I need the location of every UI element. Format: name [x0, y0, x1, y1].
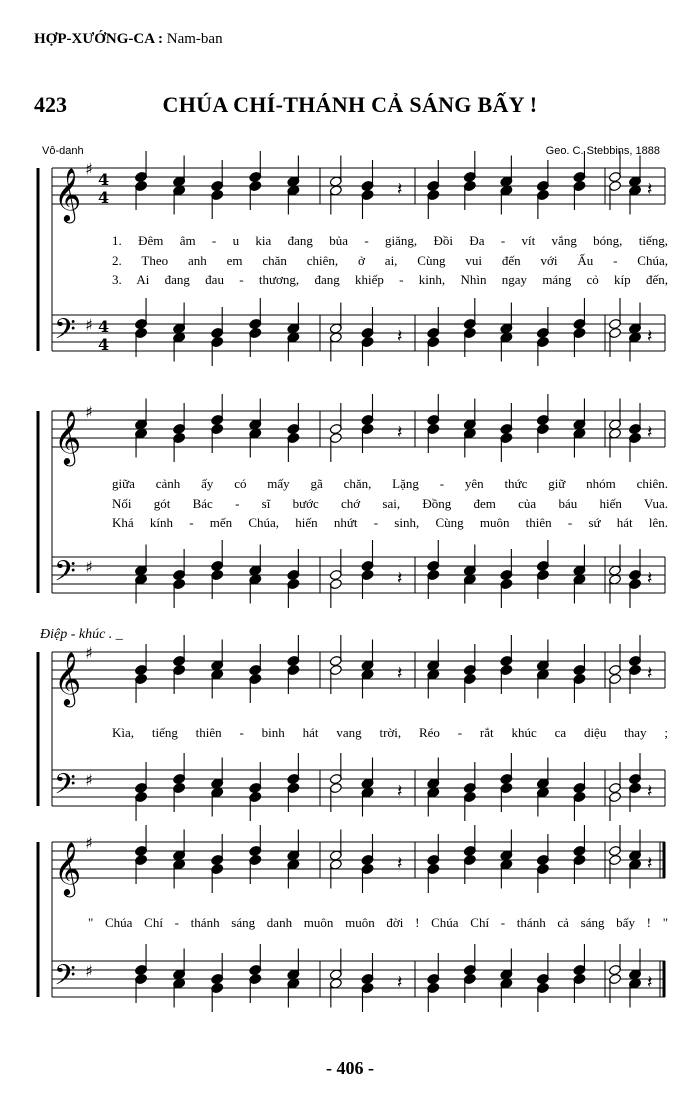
sharp-icon: ♯ — [85, 159, 93, 179]
sharp-icon: ♯ — [85, 557, 93, 577]
refrain-label: Điệp - khúc . _ — [40, 627, 123, 642]
sharp-icon: ♯ — [85, 643, 93, 663]
sharp-icon: ♯ — [85, 402, 93, 422]
quarter-rest-icon: 𝄽 — [397, 972, 403, 993]
quarter-rest-icon: 𝄽 — [397, 179, 403, 200]
sharp-icon: ♯ — [85, 833, 93, 853]
collection-title: HỢP-XƯỚNG-CA : — [34, 31, 164, 47]
verse-2-line-1: 2. Theo anh em chăn chiên, ở ai, Cùng vui đến với Ấu - Chúa, — [112, 253, 668, 268]
quarter-rest-icon: 𝄽 — [647, 781, 653, 802]
time-signature-top: 4 — [98, 170, 110, 189]
quarter-rest-icon: 𝄽 — [647, 663, 653, 684]
quarter-rest-icon: 𝄽 — [397, 853, 403, 874]
refrain-line-2: " Chúa Chí - thánh sáng danh muôn muôn đời ! Chúa Chí - thánh cả sáng bấy ! " — [88, 915, 668, 930]
bass-clef-icon: 𝄢 — [54, 768, 76, 808]
treble-clef-icon: 𝄞 — [54, 410, 82, 464]
page-number: - 406 - — [326, 1058, 374, 1078]
quarter-rest-icon: 𝄽 — [397, 326, 403, 347]
music-credit: Geo. C. Stebbins, 1888 — [545, 145, 660, 157]
quarter-rest-icon: 𝄽 — [397, 663, 403, 684]
hymn-title: CHÚA CHÍ-THÁNH CẢ SÁNG BẤY ! — [162, 92, 538, 117]
bass-clef-icon: 𝄢 — [54, 959, 76, 999]
sharp-icon: ♯ — [85, 770, 93, 790]
quarter-rest-icon: 𝄽 — [397, 422, 403, 443]
treble-clef-icon: 𝄞 — [54, 841, 82, 895]
quarter-rest-icon: 𝄽 — [647, 972, 653, 993]
treble-clef-icon: 𝄞 — [54, 651, 82, 705]
treble-clef-icon: 𝄞 — [54, 167, 82, 221]
quarter-rest-icon: 𝄽 — [397, 781, 403, 802]
hymn-number: 423 — [34, 92, 67, 117]
time-signature-bottom: 4 — [98, 335, 110, 354]
quarter-rest-icon: 𝄽 — [647, 326, 653, 347]
time-signature-top: 4 — [98, 317, 110, 336]
sharp-icon: ♯ — [85, 315, 93, 335]
quarter-rest-icon: 𝄽 — [647, 568, 653, 589]
verse-3-line-2: Khá kính - mến Chúa, hiến nhứt - sinh, Cùng muôn thiên - sứ hát lên. — [112, 515, 668, 530]
quarter-rest-icon: 𝄽 — [397, 568, 403, 589]
sharp-icon: ♯ — [85, 961, 93, 981]
quarter-rest-icon: 𝄽 — [647, 853, 653, 874]
verse-1-line-1: 1. Đêm âm - u kia đang bủa - giăng, Đồi Đa - vít vắng bóng, tiếng, — [112, 233, 668, 248]
quarter-rest-icon: 𝄽 — [647, 179, 653, 200]
verse-2-line-2: Nối gót Bác - sĩ bước chớ sai, Đồng đem của báu hiến Vua. — [112, 496, 668, 511]
bass-clef-icon: 𝄢 — [54, 313, 76, 353]
refrain-line-1: Kìa, tiếng thiên - binh hát vang trời, Réo - rắt khúc ca diệu thay ; — [112, 725, 668, 740]
quarter-rest-icon: 𝄽 — [647, 422, 653, 443]
verse-1-line-2: giữa cảnh ấy có mấy gã chăn, Lặng - yên thức giữ nhóm chiên. — [112, 476, 668, 491]
words-credit: Vô-danh — [42, 145, 84, 157]
verse-3-line-1: 3. Ai đang đau - thương, đang khiếp - kinh, Nhìn ngay máng cỏ kíp đến, — [112, 272, 668, 287]
bass-clef-icon: 𝄢 — [54, 555, 76, 595]
time-signature-bottom: 4 — [98, 188, 110, 207]
collection-section: Nam-ban — [166, 31, 223, 47]
